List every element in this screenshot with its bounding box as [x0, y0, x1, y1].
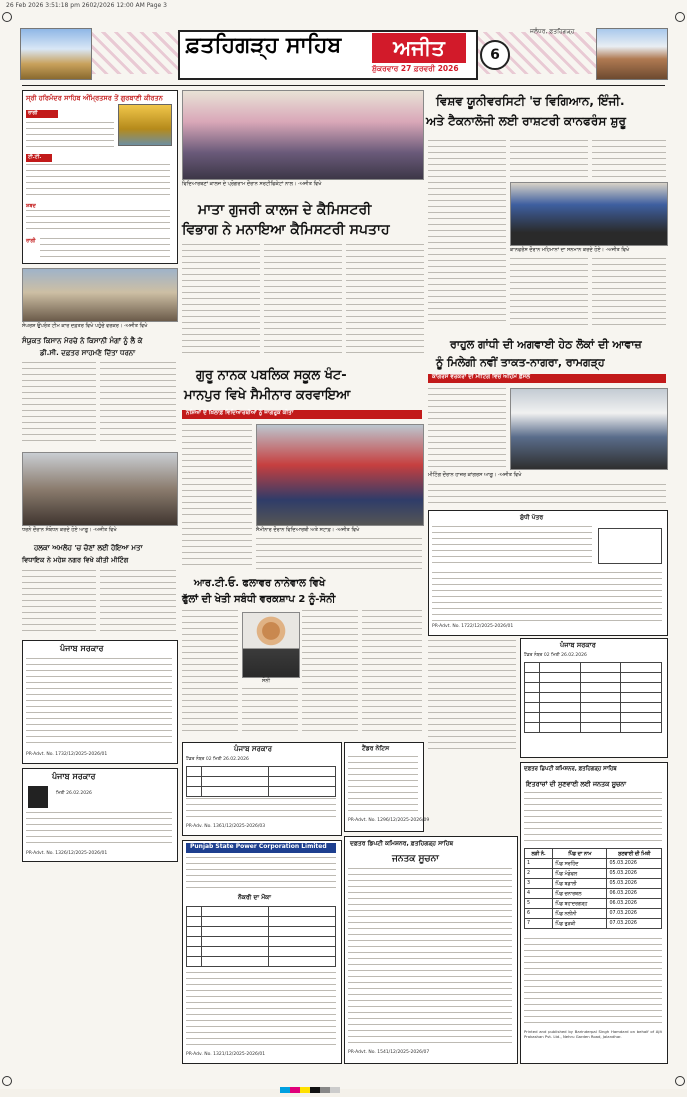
article-body — [302, 610, 358, 736]
photo-caption: ਮੀਟਿੰਗ ਦੌਰਾਨ ਹਾਜ਼ਰ ਕਾਂਗਰਸ ਆਗੂ। -ਅਜੀਤ ਵਿਖੇ — [428, 472, 522, 478]
notice-text — [186, 857, 336, 891]
headline: ਵਿਭਾਗ ਨੇ ਮਨਾਇਆ ਕੈਮਿਸਟਰੀ ਸਪਤਾਹ — [182, 222, 390, 238]
article-body — [182, 244, 260, 356]
seminar-photo — [256, 424, 424, 526]
notice-dept: ਦਫ਼ਤਰ ਡਿਪਟੀ ਕਮਿਸ਼ਨਰ, ਫ਼ਤਹਿਗੜ੍ਹ ਸਾਹਿਬ — [524, 766, 617, 772]
schedule-label: ਟੀ.ਟੀ. — [26, 154, 52, 162]
edition-date: ਸ਼ੁੱਕਰਵਾਰ 27 ਫ਼ਰਵਰੀ 2026 — [372, 64, 459, 73]
tender-table — [186, 766, 336, 797]
advt-number: PR-Advt. No. 1732/12/2025-2026/01 — [26, 752, 108, 757]
notice-subtitle: ਨੌਕਰੀ ਦਾ ਮੌਕਾ — [238, 894, 271, 901]
notice-title: ਪੰਜਾਬ ਸਰਕਾਰ — [560, 641, 596, 649]
table-row: 3 ਪਿੰਡ ਬਡਾਲੀ 05.03.2026 — [525, 879, 662, 889]
article-body — [264, 244, 342, 356]
headline: ਫੁੱਲਾਂ ਦੀ ਖੇਤੀ ਸਬੰਧੀ ਵਰਕਸ਼ਾਪ 2 ਨੂੰ-ਸੋਨੀ — [182, 594, 336, 605]
table-header: ਸੁਣਵਾਈ ਦੀ ਮਿਤੀ — [607, 849, 662, 859]
notice-title: ਪੰਜਾਬ ਸਰਕਾਰ — [234, 745, 273, 753]
article-body — [100, 570, 176, 634]
table-header: ਲੜੀ ਨੰ. — [525, 849, 553, 859]
article-body — [22, 570, 96, 634]
notice-text — [186, 972, 336, 1048]
advt-number: PR-Adv. No. 1321/12/2025-2026/01 — [186, 1052, 266, 1057]
headline: ਸੰਯੁਕਤ ਕਿਸਾਨ ਮੋਰਚੇ ਨੇ ਕਿਸਾਨੀ ਮੰਗਾਂ ਨੂੰ ਲੈ ਕੇ — [22, 337, 143, 345]
advt-number: PR-Advt. No. 1326/12/2025-2026/01 — [26, 851, 108, 856]
brand-logo: ਅਜੀਤ — [372, 33, 466, 63]
headline: ਵਿਧਾਇਕ ਨੇ ਮਹੇਸ਼ ਨਗਰ ਵਿਖੇ ਕੀਤੀ ਮੀਟਿੰਗ — [22, 556, 129, 564]
tender-date: ਟੈਂਡਰ ਨੰਬਰ 02 ਮਿਤੀ 26.02.2026 — [186, 757, 249, 762]
edition-city: ਜਲੰਧਰ, ਫ਼ਤਹਿਗੜ੍ਹ — [530, 28, 575, 35]
table-row: 2 ਪਿੰਡ ਮੰਡੋਫਲ 05.03.2026 — [525, 869, 662, 879]
notice-text — [348, 756, 418, 814]
photo-caption: ਸੈਮੀਨਾਰ ਦੌਰਾਨ ਵਿਦਿਆਰਥੀ ਅਤੇ ਸਟਾਫ਼। -ਅਜੀਤ ਵਿਖੇ — [256, 527, 360, 533]
article-body — [510, 140, 588, 180]
article-body — [182, 610, 238, 736]
registration-mark — [2, 1076, 12, 1086]
notice-title: ਜਨਤਕ ਸੂਚਨਾ — [392, 854, 439, 864]
article-body — [428, 484, 666, 504]
golden-temple-photo — [118, 104, 172, 146]
article-body — [510, 258, 588, 326]
page-number: 6 — [480, 40, 510, 70]
conference-photo — [510, 182, 668, 246]
headline: ਗੁਰੂ ਨਾਨਕ ਪਬਲਿਕ ਸਕੂਲ ਖੰਟ- — [196, 368, 347, 383]
table-header: ਪਿੰਡ ਦਾ ਨਾਮ — [553, 849, 607, 859]
headline: ਮਾਨਪੁਰ ਵਿਖੇ ਸੈਮੀਨਾਰ ਕਰਵਾਇਆ — [184, 388, 351, 403]
govt-emblem — [28, 786, 48, 808]
tender-table — [524, 662, 662, 733]
article-body — [22, 362, 96, 446]
portrait-photo — [242, 612, 300, 678]
schedule-text — [26, 122, 114, 152]
schedule-label: ਰਾਗੀ — [26, 110, 58, 118]
photo-caption: ਕਾਨਫਰੰਸ ਦੌਰਾਨ ਮਹਿਮਾਨਾਂ ਦਾ ਸਨਮਾਨ ਕਰਦੇ ਹੋਏ। -ਅਜੀਤ ਵਿਖੇ — [510, 247, 630, 253]
article-body — [182, 424, 252, 518]
table-row: 6 ਪਿੰਡ ਨਲੀਨੀ 07.03.2026 — [525, 909, 662, 919]
schedule-text — [26, 210, 170, 234]
registration-mark — [675, 12, 685, 22]
table-row: 5 ਪਿੰਡ ਬਹਾਦਰਗੜ੍ਹ 06.03.2026 — [525, 899, 662, 909]
article-body — [362, 610, 422, 736]
notice-title: ਟੈਂਡਰ ਨੋਟਿਸ — [362, 745, 390, 752]
article-body — [428, 640, 516, 752]
schedule-text — [26, 164, 170, 200]
article-body — [242, 688, 298, 736]
notice-title: ਇਤਰਾਜ਼ਾਂ ਦੀ ਸੁਣਵਾਈ ਲਈ ਜਨਤਕ ਸੂਚਨਾ — [526, 780, 627, 788]
notice-text — [432, 572, 662, 622]
notice-text — [186, 798, 336, 818]
hearing-table — [524, 848, 662, 929]
article-body — [428, 140, 506, 326]
photo-caption: ਸੋਨੀ — [262, 678, 270, 684]
subhead-bar: ਕਾਂਗਰਸ ਵਰਕਰਾਂ ਦੀ ਮੀਟਿੰਗ ਵਿਚ ਅਹਿਮ ਫ਼ੈਸਲੇ — [428, 374, 666, 383]
notice-title: ਪੰਜਾਬ ਸਰਕਾਰ — [52, 772, 96, 781]
headline: ਆਰ.ਟੀ.ਓ. ਫਲਾਵਰ ਨਾਨੇਵਾਲ ਵਿਖੇ — [194, 578, 326, 589]
print-slug: 26 Feb 2026 3:51:18 pm 2602/2026 12:00 AM Page 3 — [6, 2, 167, 9]
notice-date: ਮਿਤੀ 26.02.2026 — [56, 791, 92, 796]
table-row: 4 ਪਿੰਡ ਚਨਾਰਥਲ 06.03.2026 — [525, 889, 662, 899]
headline: ਅਤੇ ਟੈਕਨਾਲੋਜੀ ਲਈ ਰਾਸ਼ਟਰੀ ਕਾਨਫਰੰਸ ਸ਼ੁਰੂ — [426, 114, 626, 128]
divider — [22, 85, 665, 86]
schedule-label: ਰਾਗੀ — [26, 238, 36, 244]
table-row: 7 ਪਿੰਡ ਰੁੜਕੀ 07.03.2026 — [525, 919, 662, 929]
headline: ਰਾਹੁਲ ਗਾਂਧੀ ਦੀ ਅਗਵਾਈ ਹੇਠ ਲੋਕਾਂ ਦੀ ਆਵਾਜ਼ — [450, 338, 642, 351]
article-body — [592, 258, 666, 326]
gurbani-heading: ਸ੍ਰੀ ਹਰਿਮੰਦਰ ਸਾਹਿਬ ਅੰਮ੍ਰਿਤਸਰ ਤੋਂ ਗੁਰਬਾਣੀ ਕੀਰਤਨ — [26, 94, 163, 102]
article-body — [100, 362, 176, 446]
meeting-photo — [22, 452, 178, 526]
congress-meeting-photo — [510, 388, 668, 470]
notice-text — [348, 868, 512, 1044]
headline: ਨੂੰ ਮਿਲੇਗੀ ਨਵੀਂ ਤਾਕਤ-ਨਾਗਰਾ, ਰਾਮਗੜ੍ਹ — [436, 356, 605, 369]
photo-caption: ਵਿਦਿਆਰਥਣਾਂ ਕਾਲਜ ਦੇ ਪ੍ਰੋਗਰਾਮ ਦੌਰਾਨ ਸਰਟੀਫਿਕੇਟਾਂ ਨਾਲ। -ਅਜੀਤ ਵਿਖੇ — [182, 181, 322, 187]
photo-caption: ਸੰਘਰਸ਼ ਉਪਰੰਤ ਟੀਮ ਕਾਰ ਦਫ਼ਤਰ ਵਿਖੇ ਪਹੁੰਚੇ ਵਰਕਰ। -ਅਜੀਤ ਵਿਖੇ — [22, 323, 148, 329]
article-body — [592, 140, 666, 180]
schedule-label: ਸ਼ਬਦ — [26, 203, 36, 209]
college-group-photo — [182, 90, 424, 180]
vacancy-table — [186, 906, 336, 967]
protest-photo — [22, 268, 178, 322]
article-body — [428, 388, 506, 468]
monument-photo — [596, 28, 668, 80]
registration-mark — [2, 12, 12, 22]
advt-number: PR-Advt. No. 1296/12/2025-2026/09 — [348, 818, 430, 823]
schedule-text — [40, 238, 170, 258]
article-body — [182, 522, 252, 570]
notice-title: ਸ਼ੁੱਧੀ ਪੱਤਰ — [520, 514, 544, 521]
subhead-bar: ਨਸ਼ਿਆਂ ਦੇ ਖ਼ਿਲਾਫ਼ ਵਿਦਿਆਰਥੀਆਂ ਨੂੰ ਜਾਗਰੂਕ ਕੀਤਾ — [182, 410, 422, 419]
notice-stamp — [598, 528, 662, 564]
notice-text — [26, 812, 172, 848]
notice-text — [524, 792, 662, 842]
article-body — [346, 244, 424, 356]
notice-dept: ਦਫ਼ਤਰ ਡਿਪਟੀ ਕਮਿਸ਼ਨਰ, ਫ਼ਤਹਿਗੜ੍ਹ ਸਾਹਿਬ — [350, 840, 454, 847]
advt-number: PR-Advt. No. 1541/12/2025-2026/07 — [348, 1050, 430, 1055]
tender-date: ਟੈਂਡਰ ਨੰਬਰ 02 ਮਿਤੀ 26.02.2026 — [524, 653, 587, 658]
article-body — [256, 538, 422, 570]
headline: ਹਲਕਾ ਅਮਲੋਹ 'ਚ ਚੋਣਾਂ ਲਈ ਹੋਇਆ ਮਤਾ — [34, 544, 143, 552]
headline: ਮਾਤਾ ਗੁਜਰੀ ਕਾਲਜ ਦੇ ਕੈਮਿਸਟਰੀ — [198, 202, 372, 218]
table-row: 1 ਪਿੰਡ ਸਰਹਿੰਦ 05.03.2026 — [525, 859, 662, 869]
edition-title: ਫ਼ਤਹਿਗੜ੍ਹ ਸਾਹਿਬ — [186, 33, 342, 58]
imprint: Printed and published by Barinderpal Singh Hamdard on behalf of Ajit Prakashan Pvt. Ltd., Nehru Garden Road, Jalandhar. — [524, 1029, 662, 1039]
pspcl-banner: Punjab State Power Corporation Limited — [186, 843, 336, 853]
headline: ਡੀ.ਸੀ. ਦਫ਼ਤਰ ਸਾਹਮਣੇ ਦਿੱਤਾ ਧਰਨਾ — [40, 349, 136, 357]
notice-text — [432, 526, 592, 566]
headline: ਵਿਸ਼ਵ ਯੂਨੀਵਰਸਿਟੀ 'ਚ ਵਿਗਿਆਨ, ਇੰਜੀ. — [436, 94, 625, 108]
notice-text — [26, 658, 172, 748]
advt-number: PR-Advt. No. 1722/12/2025-2026/01 — [432, 624, 514, 629]
notice-text — [524, 938, 662, 1026]
advt-number: PR-Adv. No. 1361/12/2025-2026/03 — [186, 824, 266, 829]
gurdwara-photo — [20, 28, 92, 80]
color-calibration-bar — [280, 1078, 340, 1097]
notice-title: ਪੰਜਾਬ ਸਰਕਾਰ — [60, 644, 104, 653]
photo-caption: ਧਰਨੇ ਦੌਰਾਨ ਸੰਬੋਧਨ ਕਰਦੇ ਹੋਏ ਆਗੂ। -ਅਜੀਤ ਵਿਖੇ — [22, 527, 117, 533]
registration-mark — [675, 1076, 685, 1086]
